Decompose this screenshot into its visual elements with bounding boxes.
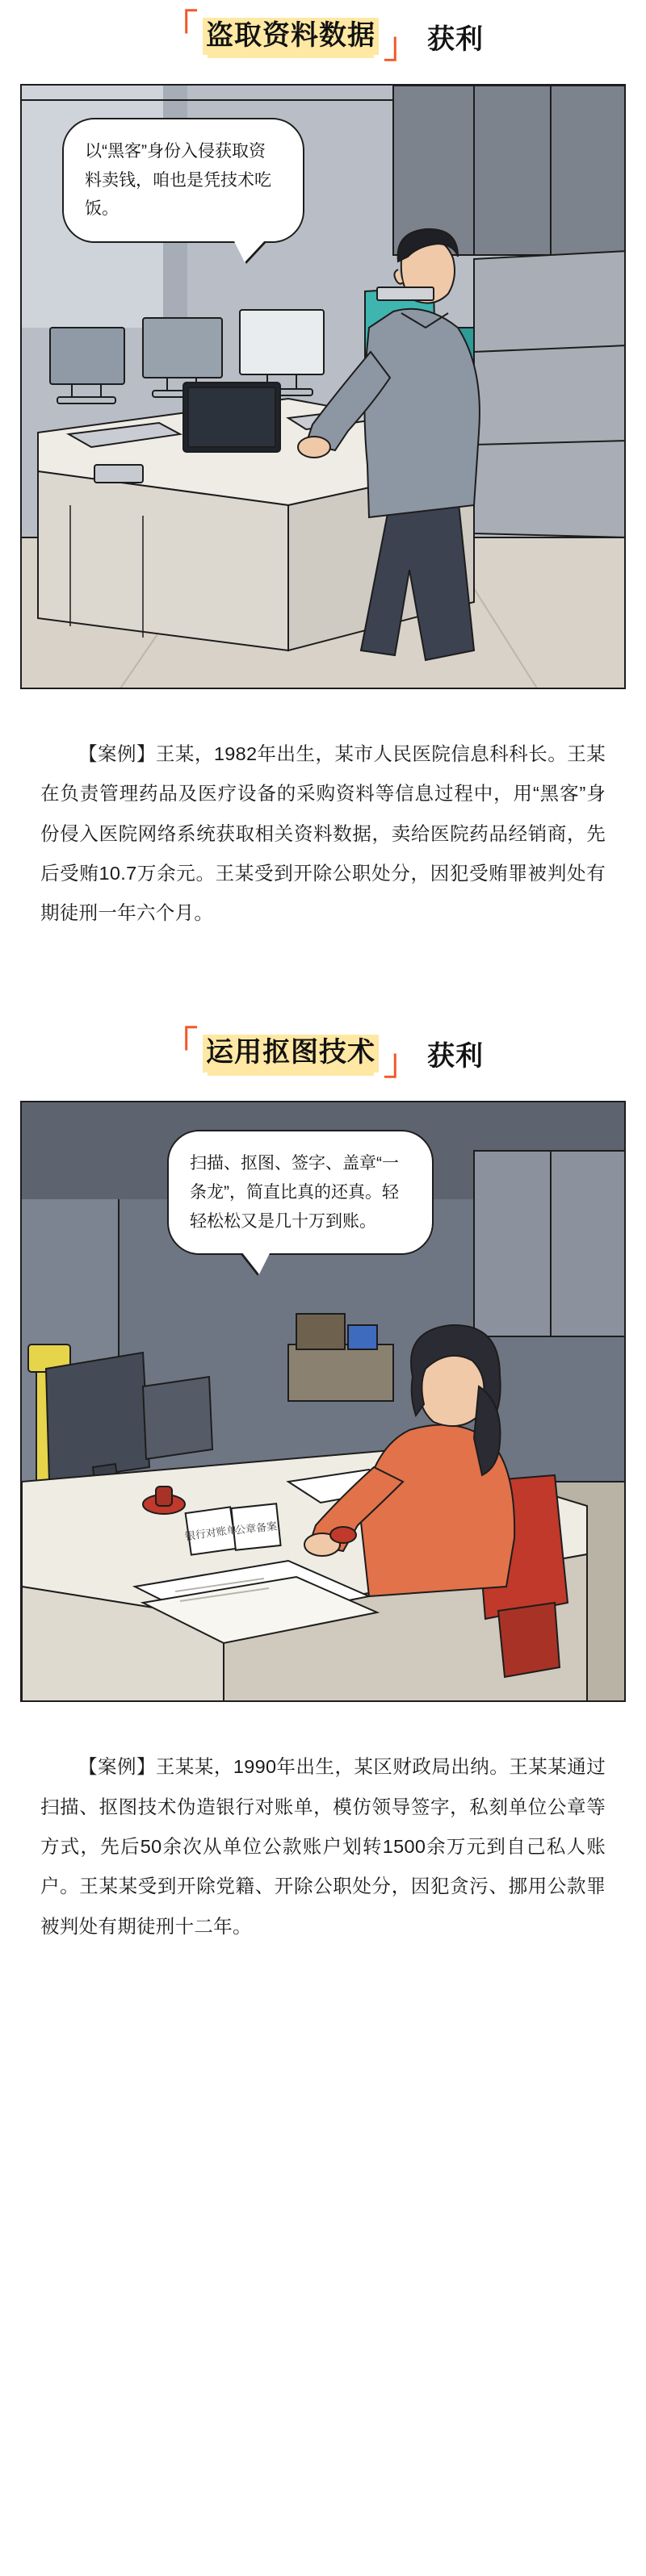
illustration-office-hacker <box>20 84 626 689</box>
section-2-heading <box>0 1017 646 1089</box>
section-2-heading-tail: 获利 <box>427 1040 484 1072</box>
section-1-illustration-wrap <box>20 84 626 689</box>
bracket-left-icon: 「 <box>162 8 198 48</box>
section-2-illustration-wrap <box>20 1101 626 1702</box>
illustration-office-forgery <box>20 1101 626 1702</box>
section-1-heading-highlight: 盗取资料数据 <box>203 18 379 56</box>
svg-text:银行对账单: 银行对账单 <box>184 1524 238 1544</box>
section-1-body <box>40 734 606 934</box>
speech-bubble-2: 扫描、抠图、签字、盖章“一条龙”，简直比真的还真。轻轻松松又是几十万到账。 <box>167 1130 434 1255</box>
speech-bubble-1: 以“黑客”身份入侵获取资料卖钱，咱也是凭技术吃饭。 <box>62 118 304 243</box>
bracket-right-icon-2: 」 <box>384 1043 419 1083</box>
section-1-heading <box>0 0 646 73</box>
case-paragraph-1: 【案例】王某，1982年出生，某市人民医院信息科科长。王某在负责管理药品及医疗设备的采购资料等信息过程中，用“黑客”身份侵入医院网络系统获取相关资料数据，卖给医院药品经销商，先后受贿10.7万余元。王某受到开除公职处分，因犯受贿罪被判处有期徒刑一年六个月。 <box>40 743 606 924</box>
case-paragraph-2: 【案例】王某某，1990年出生，某区财政局出纳。王某某通过扫描、抠图技术伪造银行对账单，模仿领导签字，私刻单位公章等方式，先后50余次从单位公款账户划转1500余万元到自己私人账户。王某某受到开除党籍、开除公职处分，因犯贪污、挪用公款罪被判处有期徒刑十二年。 <box>40 1756 606 1937</box>
section-2-heading-highlight: 运用抠图技术 <box>203 1035 379 1073</box>
bracket-right-icon: 」 <box>384 26 419 65</box>
section-2-body <box>40 1747 606 1947</box>
section-1-heading-tail: 获利 <box>427 23 484 55</box>
svg-text:公章备案: 公章备案 <box>234 1520 278 1537</box>
bracket-left-icon-2: 「 <box>162 1025 198 1065</box>
